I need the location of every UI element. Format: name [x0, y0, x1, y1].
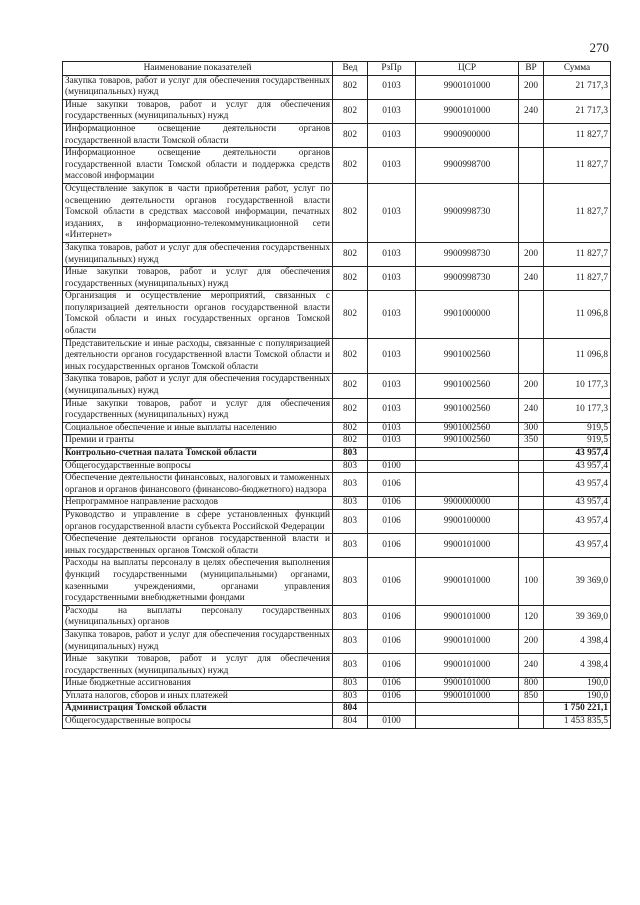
cell-ved: 802	[333, 435, 368, 448]
header-rzpr: РзПр	[368, 62, 416, 76]
table-row	[63, 267, 611, 291]
header-csr: ЦСР	[416, 62, 519, 76]
table-row	[63, 291, 611, 338]
cell-vr: 850	[519, 690, 544, 703]
cell-sum: 10 177,3	[544, 374, 611, 398]
table-row	[63, 629, 611, 653]
cell-ved: 802	[333, 398, 368, 422]
table-row	[63, 398, 611, 422]
cell-csr: 9900100000	[416, 509, 519, 533]
table-row	[63, 654, 611, 678]
cell-ved: 803	[333, 690, 368, 703]
table-row	[63, 497, 611, 510]
cell-vr: 240	[519, 654, 544, 678]
cell-csr	[416, 716, 519, 729]
cell-csr: 9900101000	[416, 629, 519, 653]
table-row	[63, 435, 611, 448]
cell-name: Закупка товаров, работ и услуг для обеспечения государственных (муниципальных) нужд	[63, 629, 333, 653]
cell-ved: 802	[333, 148, 368, 184]
cell-rzpr	[368, 448, 416, 461]
cell-name: Обеспечение деятельности финансовых, налоговых и таможенных органов и органов финансового (финансово-бюджетного) надзора	[63, 473, 333, 497]
cell-ved: 803	[333, 509, 368, 533]
cell-sum: 39 369,0	[544, 558, 611, 605]
cell-vr	[519, 460, 544, 473]
cell-ved: 803	[333, 473, 368, 497]
cell-rzpr: 0103	[368, 267, 416, 291]
cell-sum: 11 096,8	[544, 338, 611, 374]
cell-csr: 9901002560	[416, 422, 519, 435]
page-number: 270	[589, 40, 609, 55]
cell-rzpr: 0103	[368, 75, 416, 99]
cell-rzpr: 0103	[368, 99, 416, 123]
cell-ved: 803	[333, 558, 368, 605]
table-row	[63, 690, 611, 703]
cell-name: Организация и осуществление мероприятий, связанных с популяризацией деятельности органов государственной власти Томской области и иных государственных органов Томской области	[63, 291, 333, 338]
budget-table	[62, 61, 611, 729]
cell-name: Иные закупки товаров, работ и услуг для обеспечения государственных (муниципальных) нужд	[63, 398, 333, 422]
table-row	[63, 716, 611, 729]
cell-name: Иные закупки товаров, работ и услуг для обеспечения государственных (муниципальных) нужд	[63, 654, 333, 678]
table-row	[63, 473, 611, 497]
table-row	[63, 99, 611, 123]
cell-rzpr: 0106	[368, 690, 416, 703]
cell-ved: 802	[333, 267, 368, 291]
cell-ved: 802	[333, 422, 368, 435]
table-row	[63, 534, 611, 558]
cell-vr: 240	[519, 99, 544, 123]
cell-sum: 21 717,3	[544, 75, 611, 99]
cell-name: Премии и гранты	[63, 435, 333, 448]
cell-ved: 802	[333, 291, 368, 338]
cell-vr: 120	[519, 605, 544, 629]
cell-sum: 43 957,4	[544, 448, 611, 461]
cell-ved: 803	[333, 497, 368, 510]
cell-name: Информационное освещение деятельности органов государственной власти Томской области и поддержка средств массовой информации	[63, 148, 333, 184]
table-row	[63, 242, 611, 266]
cell-ved: 803	[333, 448, 368, 461]
table-row	[63, 148, 611, 184]
cell-vr	[519, 534, 544, 558]
cell-rzpr: 0106	[368, 509, 416, 533]
cell-ved: 802	[333, 338, 368, 374]
cell-name: Общегосударственные вопросы	[63, 460, 333, 473]
cell-rzpr: 0103	[368, 435, 416, 448]
cell-rzpr: 0103	[368, 183, 416, 242]
header-name: Наименование показателей	[63, 62, 333, 76]
cell-rzpr: 0103	[368, 338, 416, 374]
cell-name: Контрольно-счетная палата Томской области	[63, 448, 333, 461]
cell-csr: 9900101000	[416, 558, 519, 605]
cell-ved: 803	[333, 460, 368, 473]
cell-vr	[519, 338, 544, 374]
cell-rzpr: 0106	[368, 629, 416, 653]
table-row	[63, 703, 611, 716]
cell-csr: 9901000000	[416, 291, 519, 338]
cell-sum: 1 750 221,1	[544, 703, 611, 716]
cell-rzpr: 0106	[368, 558, 416, 605]
cell-name: Руководство и управление в сфере установленных функций органов государственной власти субъекта Российской Федерации	[63, 509, 333, 533]
cell-ved: 802	[333, 183, 368, 242]
cell-rzpr: 0100	[368, 460, 416, 473]
cell-vr	[519, 123, 544, 147]
cell-sum: 4 398,4	[544, 654, 611, 678]
cell-ved: 804	[333, 716, 368, 729]
cell-vr	[519, 716, 544, 729]
cell-sum: 21 717,3	[544, 99, 611, 123]
cell-rzpr: 0106	[368, 678, 416, 691]
cell-sum: 39 369,0	[544, 605, 611, 629]
cell-rzpr: 0103	[368, 291, 416, 338]
cell-sum: 190,0	[544, 690, 611, 703]
cell-csr	[416, 460, 519, 473]
cell-name: Осуществление закупок в части приобретения работ, услуг по освещению деятельности органов государственной власти Томской области в средствах массовой информации, печатных изданиях, в информационно-телекоммуникационной сети «Интернет»	[63, 183, 333, 242]
cell-name: Иные закупки товаров, работ и услуг для обеспечения государственных (муниципальных) нужд	[63, 267, 333, 291]
table-row	[63, 509, 611, 533]
cell-csr	[416, 448, 519, 461]
cell-vr: 200	[519, 242, 544, 266]
cell-name: Закупка товаров, работ и услуг для обеспечения государственных (муниципальных) нужд	[63, 242, 333, 266]
cell-csr: 9900900000	[416, 123, 519, 147]
cell-name: Расходы на выплаты персоналу в целях обеспечения выполнения функций государственными (муниципальными) органами, казенными учреждениями, органами управления государственными внебюджетными фондами	[63, 558, 333, 605]
table-row	[63, 460, 611, 473]
cell-name: Представительские и иные расходы, связанные с популяризацией деятельности органов государственной власти Томской области и иных государственных органов Томской области	[63, 338, 333, 374]
cell-vr	[519, 509, 544, 533]
cell-name: Социальное обеспечение и иные выплаты населению	[63, 422, 333, 435]
cell-sum: 11 827,7	[544, 123, 611, 147]
cell-ved: 802	[333, 374, 368, 398]
cell-vr: 350	[519, 435, 544, 448]
cell-ved: 802	[333, 99, 368, 123]
cell-sum: 11 827,7	[544, 148, 611, 184]
cell-rzpr: 0103	[368, 374, 416, 398]
cell-csr	[416, 703, 519, 716]
cell-vr	[519, 703, 544, 716]
cell-sum: 190,0	[544, 678, 611, 691]
cell-name: Информационное освещение деятельности органов государственной власти Томской области	[63, 123, 333, 147]
cell-vr	[519, 183, 544, 242]
cell-name: Администрация Томской области	[63, 703, 333, 716]
cell-ved: 803	[333, 605, 368, 629]
cell-sum: 4 398,4	[544, 629, 611, 653]
cell-name: Иные бюджетные ассигнования	[63, 678, 333, 691]
cell-rzpr: 0106	[368, 605, 416, 629]
cell-csr: 9900101000	[416, 99, 519, 123]
cell-name: Уплата налогов, сборов и иных платежей	[63, 690, 333, 703]
cell-csr: 9900101000	[416, 75, 519, 99]
cell-name: Закупка товаров, работ и услуг для обеспечения государственных (муниципальных) нужд	[63, 75, 333, 99]
cell-csr: 9900998730	[416, 267, 519, 291]
table-row	[63, 374, 611, 398]
table-row	[63, 123, 611, 147]
cell-sum: 11 827,7	[544, 183, 611, 242]
cell-ved: 802	[333, 123, 368, 147]
cell-ved: 803	[333, 534, 368, 558]
cell-vr: 200	[519, 75, 544, 99]
cell-csr: 9900998730	[416, 183, 519, 242]
cell-csr: 9901002560	[416, 338, 519, 374]
cell-sum: 10 177,3	[544, 398, 611, 422]
cell-name: Общегосударственные вопросы	[63, 716, 333, 729]
table-row	[63, 75, 611, 99]
cell-rzpr: 0106	[368, 534, 416, 558]
cell-rzpr: 0103	[368, 398, 416, 422]
cell-vr: 100	[519, 558, 544, 605]
cell-vr	[519, 448, 544, 461]
cell-rzpr: 0100	[368, 716, 416, 729]
cell-csr: 9901002560	[416, 374, 519, 398]
cell-vr	[519, 497, 544, 510]
table-row	[63, 422, 611, 435]
cell-ved: 803	[333, 654, 368, 678]
cell-csr	[416, 473, 519, 497]
cell-rzpr: 0103	[368, 148, 416, 184]
cell-ved: 804	[333, 703, 368, 716]
cell-name: Непрограммное направление расходов	[63, 497, 333, 510]
cell-sum: 43 957,4	[544, 460, 611, 473]
cell-vr: 300	[519, 422, 544, 435]
cell-rzpr: 0106	[368, 654, 416, 678]
cell-ved: 802	[333, 242, 368, 266]
cell-rzpr: 0103	[368, 422, 416, 435]
cell-csr: 9900998700	[416, 148, 519, 184]
cell-ved: 803	[333, 678, 368, 691]
cell-sum: 43 957,4	[544, 497, 611, 510]
cell-sum: 11 096,8	[544, 291, 611, 338]
cell-vr: 240	[519, 398, 544, 422]
table-row	[63, 678, 611, 691]
cell-csr: 9900101000	[416, 690, 519, 703]
table-header-row	[63, 62, 611, 76]
cell-csr: 9900101000	[416, 605, 519, 629]
cell-rzpr: 0103	[368, 242, 416, 266]
cell-rzpr: 0106	[368, 497, 416, 510]
cell-rzpr	[368, 703, 416, 716]
cell-sum: 43 957,4	[544, 534, 611, 558]
cell-csr: 9900000000	[416, 497, 519, 510]
header-vr: ВР	[519, 62, 544, 76]
table-row	[63, 183, 611, 242]
cell-csr: 9900101000	[416, 534, 519, 558]
cell-vr	[519, 473, 544, 497]
header-sum: Сумма	[544, 62, 611, 76]
cell-csr: 9900101000	[416, 654, 519, 678]
cell-sum: 919,5	[544, 435, 611, 448]
cell-sum: 11 827,7	[544, 267, 611, 291]
cell-ved: 803	[333, 629, 368, 653]
cell-sum: 919,5	[544, 422, 611, 435]
cell-vr: 200	[519, 629, 544, 653]
cell-vr	[519, 148, 544, 184]
cell-vr: 240	[519, 267, 544, 291]
cell-sum: 43 957,4	[544, 473, 611, 497]
cell-sum: 1 453 835,5	[544, 716, 611, 729]
table-row	[63, 605, 611, 629]
cell-name: Расходы на выплаты персоналу государственных (муниципальных) органов	[63, 605, 333, 629]
header-ved: Вед	[333, 62, 368, 76]
cell-vr	[519, 291, 544, 338]
cell-rzpr: 0103	[368, 123, 416, 147]
cell-name: Иные закупки товаров, работ и услуг для обеспечения государственных (муниципальных) нужд	[63, 99, 333, 123]
cell-ved: 802	[333, 75, 368, 99]
cell-name: Закупка товаров, работ и услуг для обеспечения государственных (муниципальных) нужд	[63, 374, 333, 398]
cell-name: Обеспечение деятельности органов государственной власти и иных государственных органов Томской области	[63, 534, 333, 558]
cell-vr: 200	[519, 374, 544, 398]
cell-rzpr: 0106	[368, 473, 416, 497]
table-row	[63, 558, 611, 605]
cell-csr: 9901002560	[416, 435, 519, 448]
cell-sum: 43 957,4	[544, 509, 611, 533]
cell-csr: 9900998730	[416, 242, 519, 266]
cell-csr: 9900101000	[416, 678, 519, 691]
table-row	[63, 338, 611, 374]
table-row	[63, 448, 611, 461]
cell-csr: 9901002560	[416, 398, 519, 422]
cell-vr: 800	[519, 678, 544, 691]
cell-sum: 11 827,7	[544, 242, 611, 266]
